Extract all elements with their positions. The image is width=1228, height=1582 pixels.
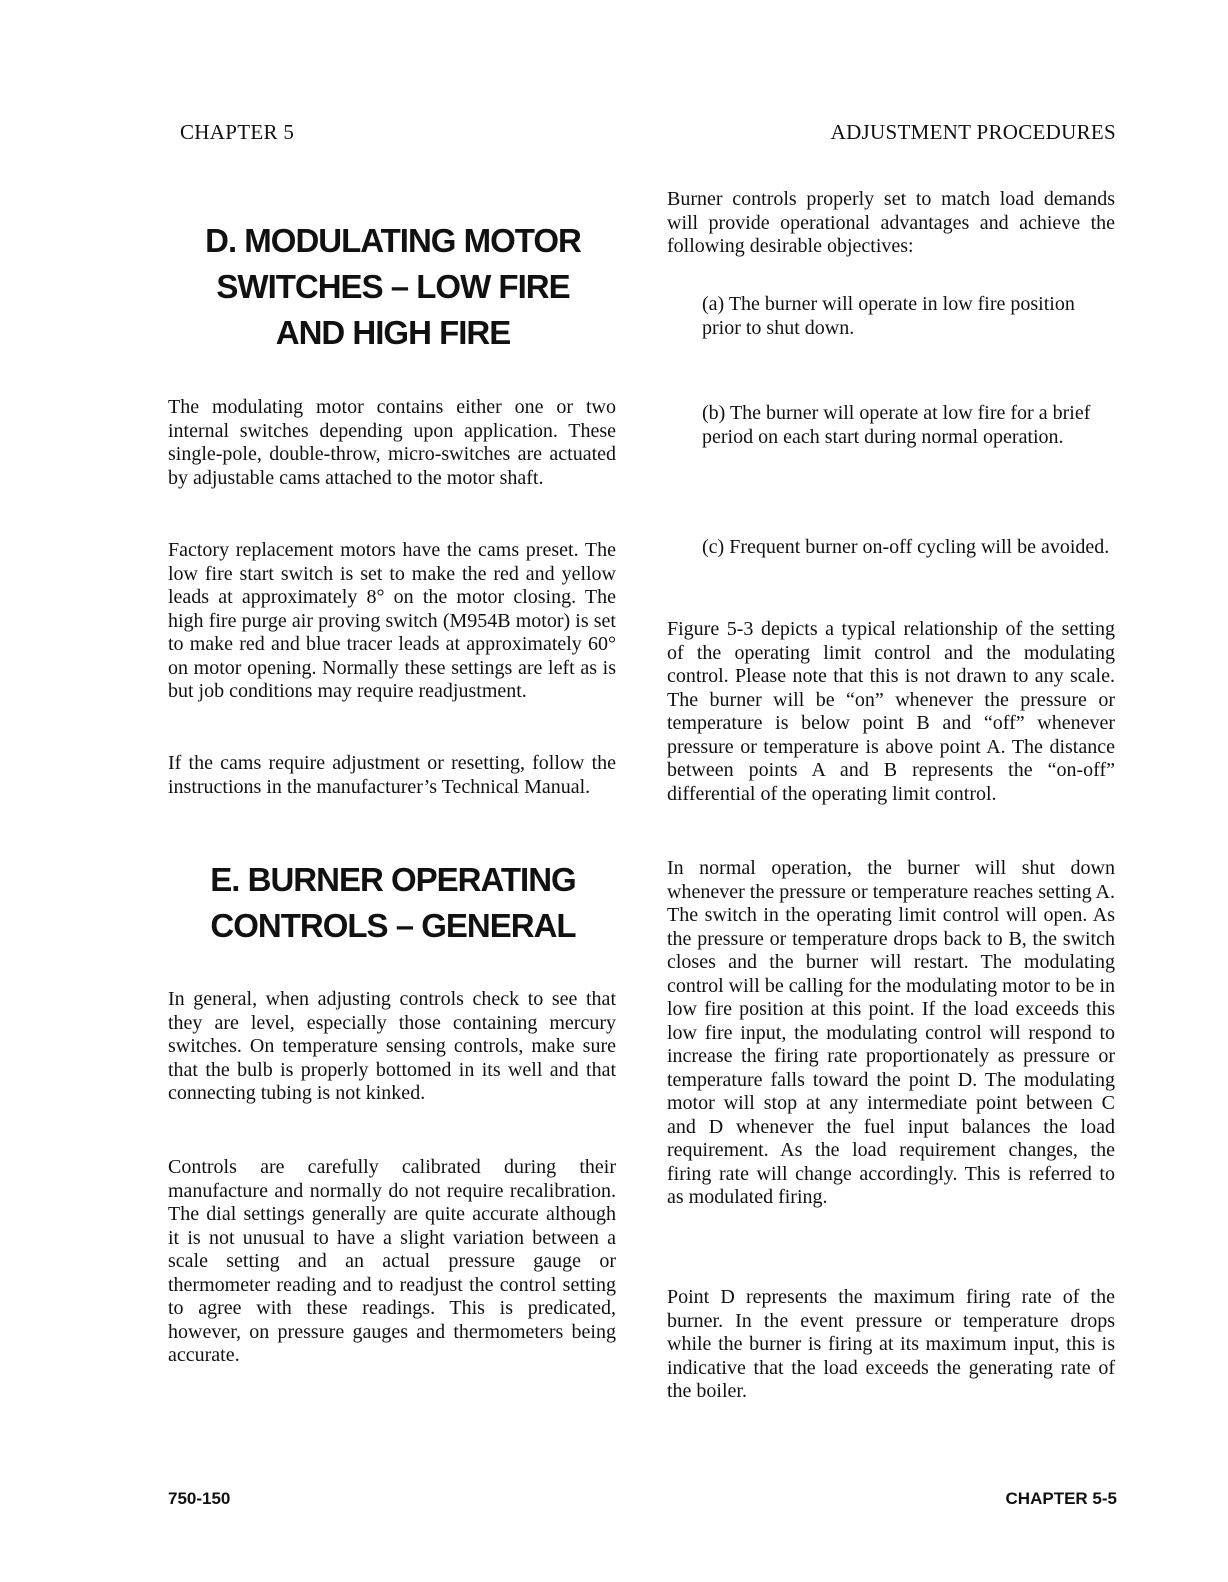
footer-document-number: 750-150 xyxy=(168,1489,231,1508)
section-d-heading xyxy=(168,218,618,356)
section-d-heading-line3: AND HIGH FIRE xyxy=(275,314,511,351)
section-e-paragraph-2: Controls are carefully calibrated during their manufacture and normally do not require recalibration. The dial settings generally are quite accurate although it is not unusual to have a slight variation between a scale setting and an actual pressure gauge or thermometer reading and to readjust the control setting to agree with these readings. This is predicated, however, on pressure gauges and thermometers being accurate. xyxy=(168,1156,616,1366)
figure-5-3-paragraph: Figure 5-3 depicts a typical relationship of the setting of the operating limit control and the modulating control. Please note that this is not drawn to any scale. The burner will be “on” whenever the pressure or temperature is below point B and “off” whenever pressure or temperature is above point A. The distance between points A and B represents the “on-off” differential of the operating limit control. xyxy=(667,618,1115,805)
section-d-paragraph-3: If the cams require adjustment or resetting, follow the instructions in the manufacturer’s Technical Manual. xyxy=(168,752,616,798)
section-e-heading-line2: CONTROLS – GENERAL xyxy=(210,907,576,944)
running-head-section: ADJUSTMENT PROCEDURES xyxy=(830,120,1116,144)
footer-page-number: CHAPTER 5-5 xyxy=(1005,1489,1117,1508)
section-e-paragraph-1: In general, when adjusting controls check to see that they are level, especially those containing mercury switches. On temperature sensing controls, make sure that the bulb is properly bottomed in its well and that connecting tubing is not kinked. xyxy=(168,988,616,1104)
section-d-paragraph-1: The modulating motor contains either one or two internal switches depending upon application. These single-pole, double-throw, micro-switches are actuated by adjustable cams attached to the motor shaft. xyxy=(168,396,616,489)
running-head-chapter: CHAPTER 5 xyxy=(180,120,295,144)
point-d-paragraph: Point D represents the maximum firing rate of the burner. In the event pressure or temperature drops while the burner is firing at its maximum input, this is indicative that the load exceeds the generating rate of the boiler. xyxy=(667,1286,1115,1402)
section-e-heading-line1: E. BURNER OPERATING xyxy=(210,861,576,898)
objective-item-a: (a) The burner will operate in low fire position prior to shut down. xyxy=(702,293,1075,339)
objective-item-c: (c) Frequent burner on-off cycling will be avoided. xyxy=(702,536,1110,558)
section-d-heading-line1: D. MODULATING MOTOR xyxy=(205,222,581,259)
section-e-heading xyxy=(168,857,618,949)
normal-operation-paragraph: In normal operation, the burner will shut down whenever the pressure or temperature reaches setting A. The switch in the operating limit control will open. As the pressure or temperature drops back to B, the switch closes and the burner will restart. The modulating control will be calling for the modulating motor to be in low fire position at this point. If the load exceeds this low fire input, the modulating control will respond to increase the firing rate proportionately as pressure or temperature falls toward the point D. The modulating motor will stop at any intermediate point between C and D whenever the fuel input balances the load requirement. As the load requirement changes, the firing rate will change accordingly. This is referred to as modulated firing. xyxy=(667,857,1115,1208)
section-d-paragraph-2: Factory replacement motors have the cams preset. The low fire start switch is set to make the red and yellow leads at approximately 8° on the motor closing. The high fire purge air proving switch (M954B motor) is set to make red and blue tracer leads at approximately 60° on motor opening. Normally these settings are left as is but job conditions may require readjustment. xyxy=(168,539,616,702)
section-d-heading-line2: SWITCHES – LOW FIRE xyxy=(216,268,570,305)
objective-item-b: (b) The burner will operate at low fire for a brief period on each start during normal operation. xyxy=(702,402,1091,448)
objectives-intro: Burner controls properly set to match load demands will provide operational advantages and achieve the following desirable objectives: xyxy=(667,188,1115,257)
